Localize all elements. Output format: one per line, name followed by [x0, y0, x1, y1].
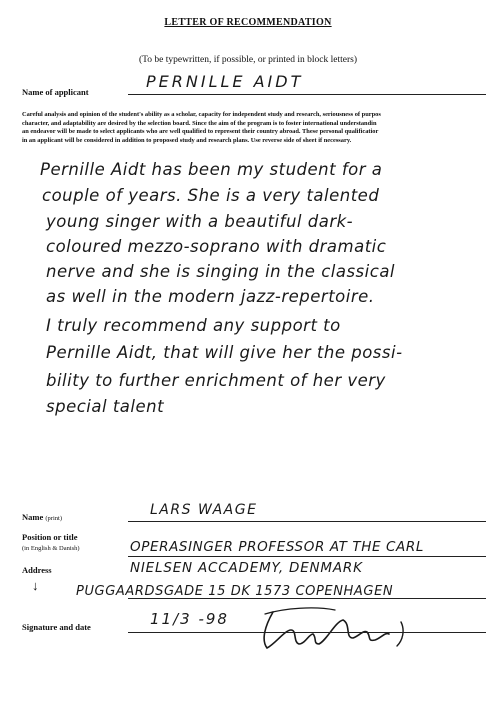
- instructions-text: [22, 111, 484, 145]
- arrow-down-icon: ↓: [32, 578, 39, 593]
- letter-line: Pernille Aidt, that will give her the possi-: [46, 343, 403, 362]
- letter-line: young singer with a beautiful dark-: [46, 212, 354, 231]
- position-value: OPERASINGER PROFESSOR AT THE CARL: [130, 539, 424, 555]
- applicant-name-value: PERNILLE AIDT: [146, 72, 304, 91]
- position-label: Position or title (in English & Danish): [22, 532, 80, 552]
- recommender-name-label: Name (print): [22, 512, 62, 522]
- date-value: 11/3 -98: [150, 610, 229, 628]
- letter-line: couple of years. She is a very talented: [42, 186, 380, 205]
- form-title: LETTER OF RECOMMENDATION: [164, 17, 332, 28]
- letter-line: special talent: [46, 397, 165, 416]
- instruction-line: Careful analysis and opinion of the student's ability as a scholar, capacity for independent study and research, seriousness of purpos: [22, 111, 381, 118]
- address-line-1: NIELSEN ACCADEMY, DENMARK: [130, 560, 363, 576]
- address-label: Address: [22, 565, 52, 575]
- letter-line: coloured mezzo-soprano with dramatic: [46, 237, 387, 256]
- signature-date-label: Signature and date: [22, 622, 91, 632]
- signature-underline: [128, 632, 486, 633]
- letter-line: Pernille Aidt has been my student for a: [40, 160, 383, 179]
- address-underline: [128, 598, 486, 599]
- applicant-label: Name of applicant: [22, 87, 89, 97]
- form-subtitle: (To be typewritten, if possible, or printed in block letters): [138, 55, 358, 65]
- instruction-line: an endeavor will be made to select applicants who are well qualified to represent their country abroad. These personal qualificatior: [22, 128, 379, 136]
- letter-line: as well in the modern jazz-repertoire.: [46, 287, 375, 306]
- recommender-name-value: LARS WAAGE: [150, 502, 258, 518]
- letter-line: bility to further enrichment of her very: [46, 371, 386, 390]
- instruction-line: in an applicant will be considered in addition to proposed study and research plans. Use reverse side of sheet if necessary.: [22, 136, 352, 144]
- instruction-line: character, and adaptability are desired by the selection board. Since the aim of the program is to foster international understandin: [22, 119, 377, 127]
- letter-line: nerve and she is singing in the classical: [46, 262, 396, 281]
- name-underline: [128, 521, 486, 522]
- applicant-underline: [128, 94, 486, 95]
- address-line-2: PUGGAARDSGADE 15 DK 1573 COPENHAGEN: [76, 584, 394, 599]
- letter-line: I truly recommend any support to: [46, 316, 341, 335]
- position-underline: [128, 556, 486, 557]
